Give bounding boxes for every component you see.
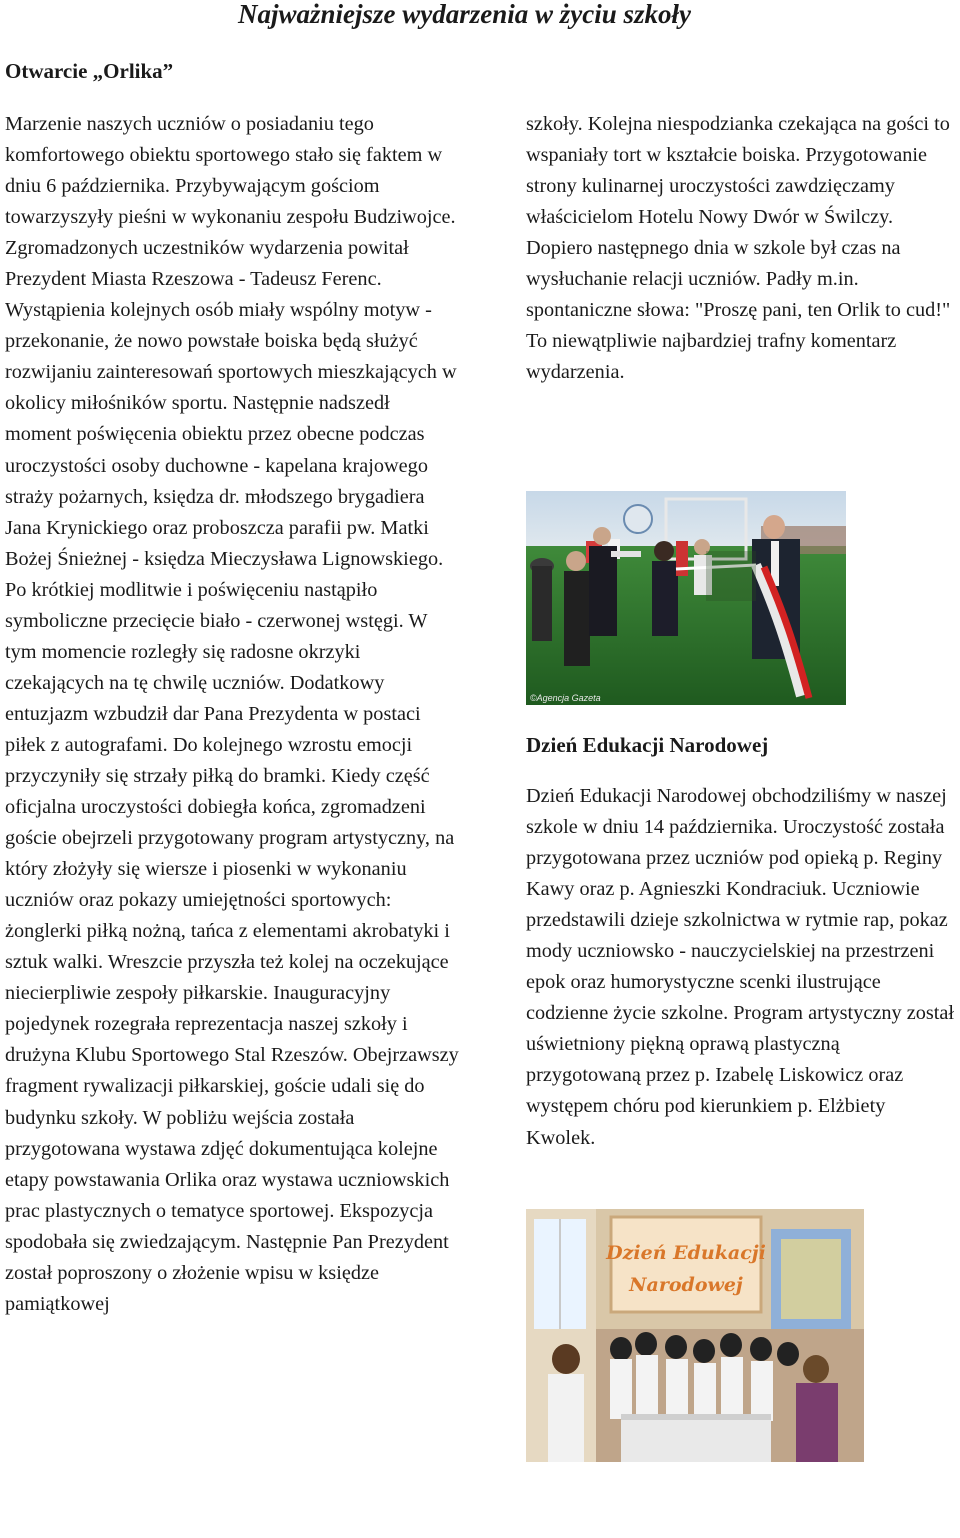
photo-orlik-illustration: [526, 491, 846, 705]
article-body-den: Dzień Edukacji Narodowej obchodziliśmy w naszej szkole w dniu 14 października. Uroczystość została przygotowana przez uczniów pod opieką p. Reginy Kawy oraz p. Agnieszki Kondraciuk. Uczniowie przedstawili dzieje szkolnictwa w rytmie rap, pokaz mody uczniowsko - nauczycielskiej na przestrzeni epok oraz humorystyczne scenki ilustrujące codzienne życie szkolne. Program artystyczny został uświetniony piękną oprawą plastyczną przygotowaną przez p. Izabelę Liskowicz oraz występem chóru pod kierunkiem p. Elżbiety Kwolek.: [526, 785, 954, 1149]
article-heading-den: Dzień Edukacji Narodowej: [526, 733, 769, 757]
article-body-orlik: Marzenie naszych uczniów o posiadaniu tego komfortowego obiektu sportowego stało się faktem w dniu 6 października. Przybywającym gościom towarzyszyły pieśni w wykonaniu zespołu Budziwojce. Zgromadzonych uczestników wydarzenia powitał Prezydent Miasta Rzeszowa - Tadeusz Ferenc. Wystąpienia kolejnych osób miały wspólny motyw - przekonanie, że nowo powstałe boiska będą służyć rozwijaniu zainteresowań sportowych mieszkających w okolicy miłośników sportu. Następnie nadszedł moment poświęcenia obiektu przez obecne podczas uroczystości osoby duchowne - kapelana krajowego straży pożarnych, księdza dr. młodszego brygadiera Jana Krynickiego oraz proboszcza parafii pw. Matki Bożej Śnieżnej - księdza Mieczysława Lignowskiego. Po krótkiej modlitwie i poświęceniu nastąpiło symboliczne przecięcie biało - czerwonej wstęgi. W tym momencie rozległy się radosne okrzyki czekających na tę chwilę uczniów. Dodatkowy entuzjazm wzbudził dar Pana Prezydenta w postaci piłek z autografami. Do kolejnego wzrostu emocji przyczyniły się strzały piłką do bramki. Kiedy część oficjalna uroczystości dobiegła końca, zgromadzeni goście obejrzeli przygotowany program artystyczny, na który złożyły się wiersze i piosenki w wykonaniu uczniów oraz pokazy umiejętności sportowych: żonglerki piłką nożną, tańca z elementami akrobatyki i sztuk walki. Wreszcie przyszła też kolej na oczekujące niecierpliwie zespoły piłkarskie. Inauguracyjny pojedynek rozegrała reprezentacja naszej szkoły i drużyna Klubu Sportowego Stal Rzeszów. Obejrzawszy fragment rywalizacji piłkarskiej, goście udali się do budynku szkoły. W pobliżu wejścia została przygotowana wystawa zdjęć dokumentująca kolejne etapy powstawania Orlika oraz wystawa uczniowskich prac plastycznych o tematyce sportowej. Ekspozycja spodobała się zwiedzającym. Następnie Pan Prezydent został poproszony o złożenie wpisu w księdze pamiątkowej: [5, 113, 459, 1315]
article-heading-orlik: Otwarcie „Orlika”: [5, 59, 174, 83]
photo-den-illustration: [526, 1209, 864, 1462]
article-body-orlik-continued: szkoły. Kolejna niespodzianka czekająca na gości to wspaniały tort w kształcie boiska. Przygotowanie strony kulinarnej uroczystości zawdzięczamy właścicielom Hotelu Nowy Dwór w Świlczy. Dopiero następnego dnia w szkole był czas na wysłuchanie relacji uczniów. Padły m.in. spontaniczne słowa: "Proszę pani, ten Orlik to cud!" To niewątpliwie najbardziej trafny komentarz wydarzenia.: [526, 113, 951, 384]
photo-watermark: ©Agencja Gazeta: [530, 693, 601, 703]
photo-banner-line2: Narodowej: [629, 1274, 743, 1296]
photo-orlik-ribbon-cutting: [526, 491, 846, 705]
page-title: Najważniejsze wydarzenia w życiu szkoły: [238, 0, 692, 29]
photo-den-celebration: [526, 1209, 864, 1462]
photo-banner-line1: Dzień Edukacji: [606, 1242, 766, 1264]
